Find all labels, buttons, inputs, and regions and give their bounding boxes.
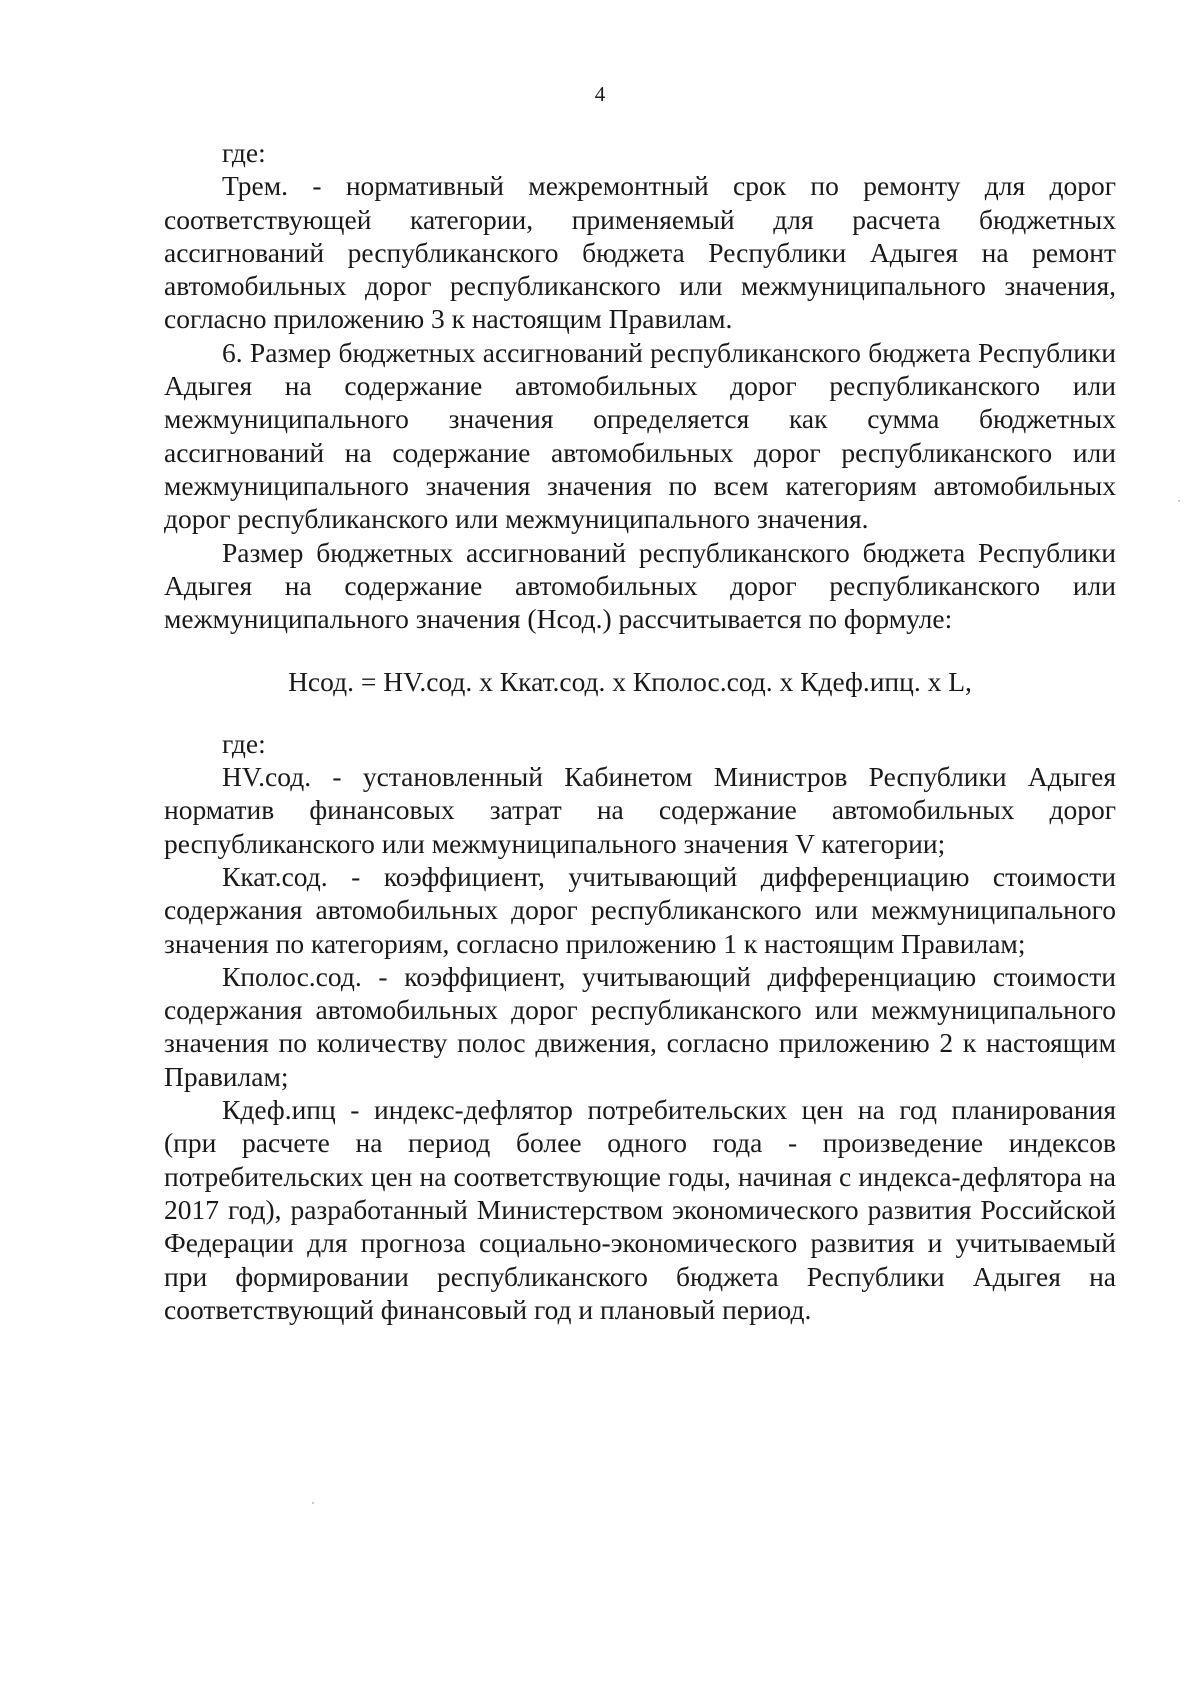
size-intro-paragraph: Размер бюджетных ассигнований республиканского бюджета Республики Адыгея на содержание автомобильных дорог республиканского или межмуниципального значения (Нсод.) рассчитывается по формуле:	[164, 536, 1116, 635]
document-body	[164, 136, 1116, 1326]
formula-nsod: Нсод. = НV.сод. х Ккат.сод. х Кполос.сод. х Кдеф.ипц. х L,	[288, 666, 972, 698]
scan-speck	[1178, 500, 1180, 502]
where-label: где:	[222, 137, 266, 168]
kdef-definition: Кдеф.ипц - индекс-дефлятор потребительских цен на год планирования (при расчете на период более одного года - произведение индексов потребительских цен на соответствующие годы, начиная с индекса-дефлятора на 2017 год), разработанный Министерством экономического развития Российской Федерации для прогноза социально-экономического развития и учитываемый при формировании республиканского бюджета Республики Адыгея на соответствующий финансовый год и плановый период.	[164, 1094, 1116, 1325]
trem-definition: Трем. - нормативный межремонтный срок по ремонту для дорог соответствующей категории, применяемый для расчета бюджетных ассигнований республиканского бюджета Республики Адыгея на ремонт автомобильных дорог республиканского или межмуниципального значения, согласно приложению 3 к настоящим Правилам.	[164, 170, 1116, 335]
hv-definition: НV.сод. - установленный Кабинетом Министров Республики Адыгея норматив финансовых затрат на содержание автомобильных дорог республиканского или межмуниципального значения V категории;	[164, 761, 1116, 859]
scan-speck	[312, 1502, 314, 1504]
kkat-definition: Ккат.сод. - коэффициент, учитывающий дифференциацию стоимости содержания автомобильных дорог республиканского или межмуниципального значения по категориям, согласно приложению 1 к настоящим Правилам;	[164, 860, 1116, 959]
kpolos-definition: Кполос.сод. - коэффициент, учитывающий дифференциацию стоимости содержания автомобильных дорог республиканского или межмуниципального значения по количеству полос движения, согласно приложению 2 к настоящим Правилам;	[164, 960, 1116, 1092]
point-6-paragraph: 6. Размер бюджетных ассигнований республиканского бюджета Республики Адыгея на содержание автомобильных дорог республиканского или межмуниципального значения определяется как сумма бюджетных ассигнований на содержание автомобильных дорог республиканского или межмуниципального значения значения по всем категориям автомобильных дорог республиканского или межмуниципального значения.	[164, 336, 1116, 535]
where-label-2: где:	[222, 727, 266, 759]
page-number: 4	[594, 82, 606, 106]
